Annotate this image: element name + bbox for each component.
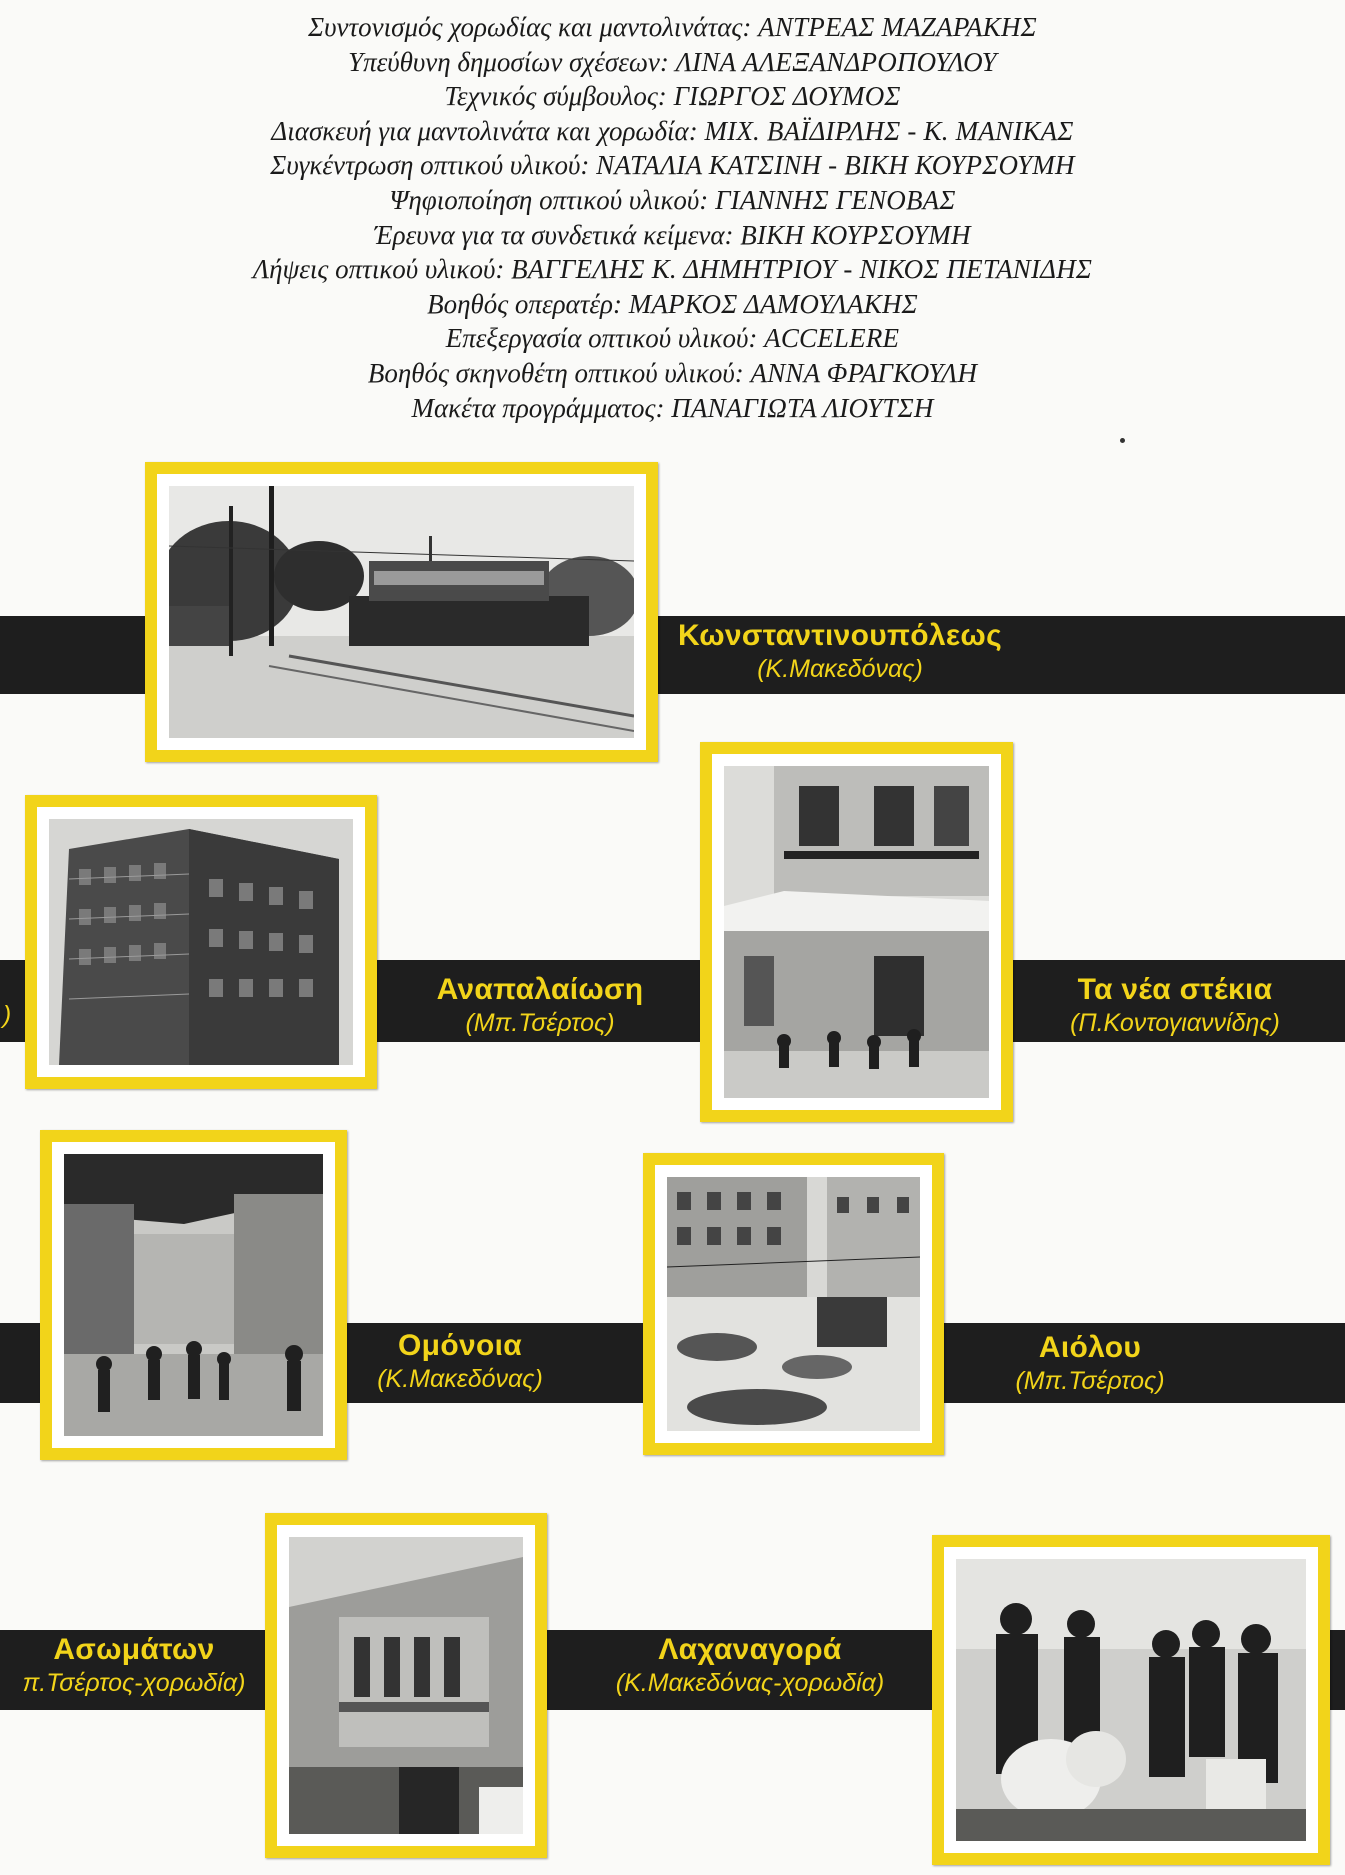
caption-lachanagora (570, 1632, 930, 1698)
credit-role: Επεξεργασία οπτικού υλικού: (445, 323, 758, 354)
photo-ta-nea-stekia (700, 742, 1013, 1122)
credit-name: ACCELERE (764, 323, 900, 354)
credit-role: Συντονισμός χορωδίας και μαντολινάτας: (308, 12, 752, 42)
credit-name: ΜΙΧ. ΒΑΪΔΙΡΛΗΣ - Κ. ΜΑΝΙΚΑΣ (704, 115, 1074, 146)
credit-role: Συγκέντρωση οπτικού υλικού: (270, 150, 590, 181)
credit-line (0, 287, 1345, 322)
credit-role: Έρευνα για τα συνδετικά κείμενα: (374, 219, 734, 250)
credit-line (0, 183, 1345, 218)
credit-role: Διασκευή για μαντολινάτα και χορωδία: (271, 115, 698, 146)
credit-line (0, 252, 1345, 287)
caption-title: Αναπαλαίωση (436, 973, 644, 1006)
credit-role: Υπεύθυνη δημοσίων σχέσεων: (348, 46, 669, 77)
caption-title: Λαχαναγορά (658, 1633, 842, 1666)
credit-role: Βοηθός οπερατέρ: (427, 288, 622, 319)
credit-role: Μακέτα προγράμματος: (411, 392, 665, 423)
caption-credit: (Κ.Μακεδόνας-χορωδία) (615, 1669, 885, 1697)
caption-aiolou (985, 1330, 1195, 1396)
credit-role: Λήψεις οπτικού υλικού: (252, 254, 505, 285)
caption-credit: (Μπ.Τσέρτος) (465, 1009, 615, 1037)
decorative-dot (1120, 438, 1125, 443)
caption-title: Κωνσταντινουπόλεως (678, 619, 1002, 652)
caption-row2-left-fragment (0, 1000, 14, 1030)
credit-line (0, 114, 1345, 149)
credit-name: ΒΑΓΓΕΛΗΣ Κ. ΔΗΜΗΤΡΙΟΥ - ΝΙΚΟΣ ΠΕΤΑΝΙΔΗΣ (511, 254, 1093, 285)
credit-line (0, 148, 1345, 183)
caption-title: Αιόλου (1038, 1331, 1142, 1364)
caption-anapalaiosi (395, 972, 685, 1038)
caption-title: Ομόνοια (398, 1329, 522, 1362)
caption-credit: (Π.Κοντογιαννίδης) (1070, 1009, 1280, 1037)
caption-credit: ) (2, 1001, 12, 1029)
caption-credit: (Κ.Μακεδόνας) (757, 655, 923, 683)
caption-ta-nea-stekia (1025, 972, 1325, 1038)
credit-name: ΑΝΝΑ ΦΡΑΓΚΟΥΛΗ (750, 357, 978, 388)
credit-line (0, 321, 1345, 356)
photo-anapalaiosi-building (25, 795, 377, 1089)
photo-aiolou (643, 1153, 944, 1455)
credit-role: Βοηθός σκηνοθέτη οπτικού υλικού: (367, 357, 744, 388)
caption-credit: (Μπ.Τσέρτος) (1015, 1367, 1165, 1395)
credits-list (0, 10, 1345, 425)
credit-line (0, 10, 1345, 45)
credit-name: ΠΑΝΑΓΙΩΤΑ ΛΙΟΥΤΣΗ (671, 392, 934, 423)
caption-asomaton (0, 1632, 268, 1698)
credit-line (0, 356, 1345, 391)
caption-title: Ασωμάτων (53, 1633, 215, 1666)
credit-name: ΓΙΑΝΝΗΣ ΓΕΝΟΒΑΣ (715, 184, 956, 215)
credit-role: Τεχνικός σύμβουλος: (444, 81, 667, 112)
credit-line (0, 45, 1345, 80)
credit-name: ΜΑΡΚΟΣ ΔΑΜΟΥΛΑΚΗΣ (628, 288, 918, 319)
caption-konstantinoupoleos (630, 618, 1050, 684)
caption-title: Τα νέα στέκια (1077, 973, 1273, 1006)
credit-role: Ψηφιοποίηση οπτικού υλικού: (389, 184, 709, 215)
credit-name: ΝΑΤΑΛΙΑ ΚΑΤΣΙΝΗ - ΒΙΚΗ ΚΟΥΡΣΟΥΜΗ (596, 150, 1075, 181)
credit-name: ΓΙΩΡΓΟΣ ΔΟΥΜΟΣ (673, 81, 901, 112)
photo-omonoia (40, 1130, 347, 1460)
photo-tram (145, 462, 658, 762)
credit-name: ΑΝΤΡΕΑΣ ΜΑΖΑΡΑΚΗΣ (758, 12, 1037, 42)
caption-omonoia (345, 1328, 575, 1394)
caption-credit: (Κ.Μακεδόνας) (377, 1365, 543, 1393)
photo-asomaton (265, 1513, 547, 1858)
credit-name: ΒΙΚΗ ΚΟΥΡΣΟΥΜΗ (740, 219, 971, 250)
credit-line (0, 391, 1345, 426)
photo-lachanagora (932, 1535, 1330, 1865)
caption-credit: π.Τσέρτος-χορωδία) (22, 1669, 246, 1697)
credit-line (0, 218, 1345, 253)
credit-name: ΛΙΝΑ ΑΛΕΞΑΝΔΡΟΠΟΥΛΟΥ (675, 46, 997, 77)
credit-line (0, 79, 1345, 114)
